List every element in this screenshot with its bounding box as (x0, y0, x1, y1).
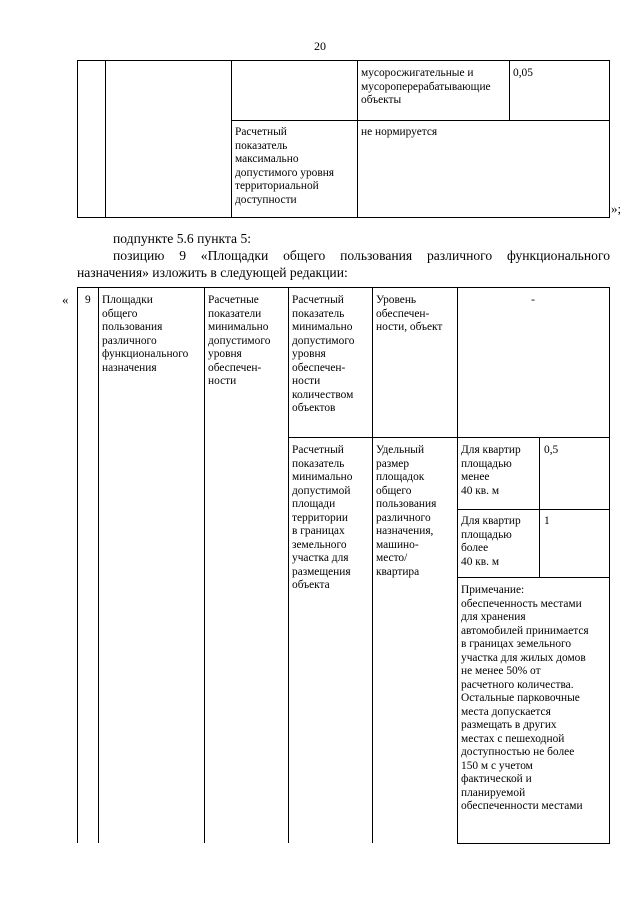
indicator-cell: Расчетный показатель максимально допустимого уровня территориальной доступности (235, 126, 335, 206)
indicator-quantity-cell: Расчетный показатель минимально допустимого уровня обеспечен- ности количеством объектов (292, 294, 355, 414)
position-number: 9 (85, 294, 91, 306)
condition-small-apartments: Для квартир площадью менее 40 кв. м (461, 444, 521, 497)
unit-specific-size-cell: Удельный размер площадок общего пользования различного назначения, машино- место/ квартира (376, 444, 437, 578)
value-cell: 0,05 (513, 67, 533, 79)
value-cell: не нормируется (361, 126, 438, 138)
page-number: 20 (314, 39, 326, 53)
value-small-apartments: 0,5 (544, 444, 559, 456)
note-cell: Примечание: обеспеченность местами для хранения автомобилей принимается в границах земельного участка для жилых домов не менее 50% от расчетного количества. Остальные парковочные места допускается размещать в других местах с пешеходной доступностью не более 150 м с учетом фактической и планируемой обеспеченности местами (461, 584, 589, 812)
condition-large-apartments: Для квартир площадью более 40 кв. м (461, 515, 521, 568)
object-type-cell: мусоросжигательные и мусороперерабатывающие объекты (361, 67, 491, 106)
value-dash-cell: - (531, 294, 535, 306)
indicator-area-cell: Расчетный показатель минимально допустимой площади территории в границах земельного участка для размещения объекта (292, 444, 353, 591)
paragraph-subpoint: подпункте 5.6 пункта 5: (113, 231, 252, 246)
paragraph-position: позицию 9 «Площадки общего пользования различного функционального (113, 248, 610, 263)
paragraph-position-cont: назначения» изложить в следующей редакции: (77, 265, 348, 280)
opening-quote: « (62, 292, 69, 307)
indicator-group-cell: Расчетные показатели минимально допустимого уровня обеспечен- ности (208, 294, 271, 387)
value-large-apartments: 1 (544, 515, 550, 527)
closing-quote: »; (611, 201, 622, 216)
unit-level-cell: Уровень обеспечен- ности, объект (376, 294, 443, 333)
object-name-cell: Площадки общего пользования различного функционального назначения (102, 294, 189, 374)
